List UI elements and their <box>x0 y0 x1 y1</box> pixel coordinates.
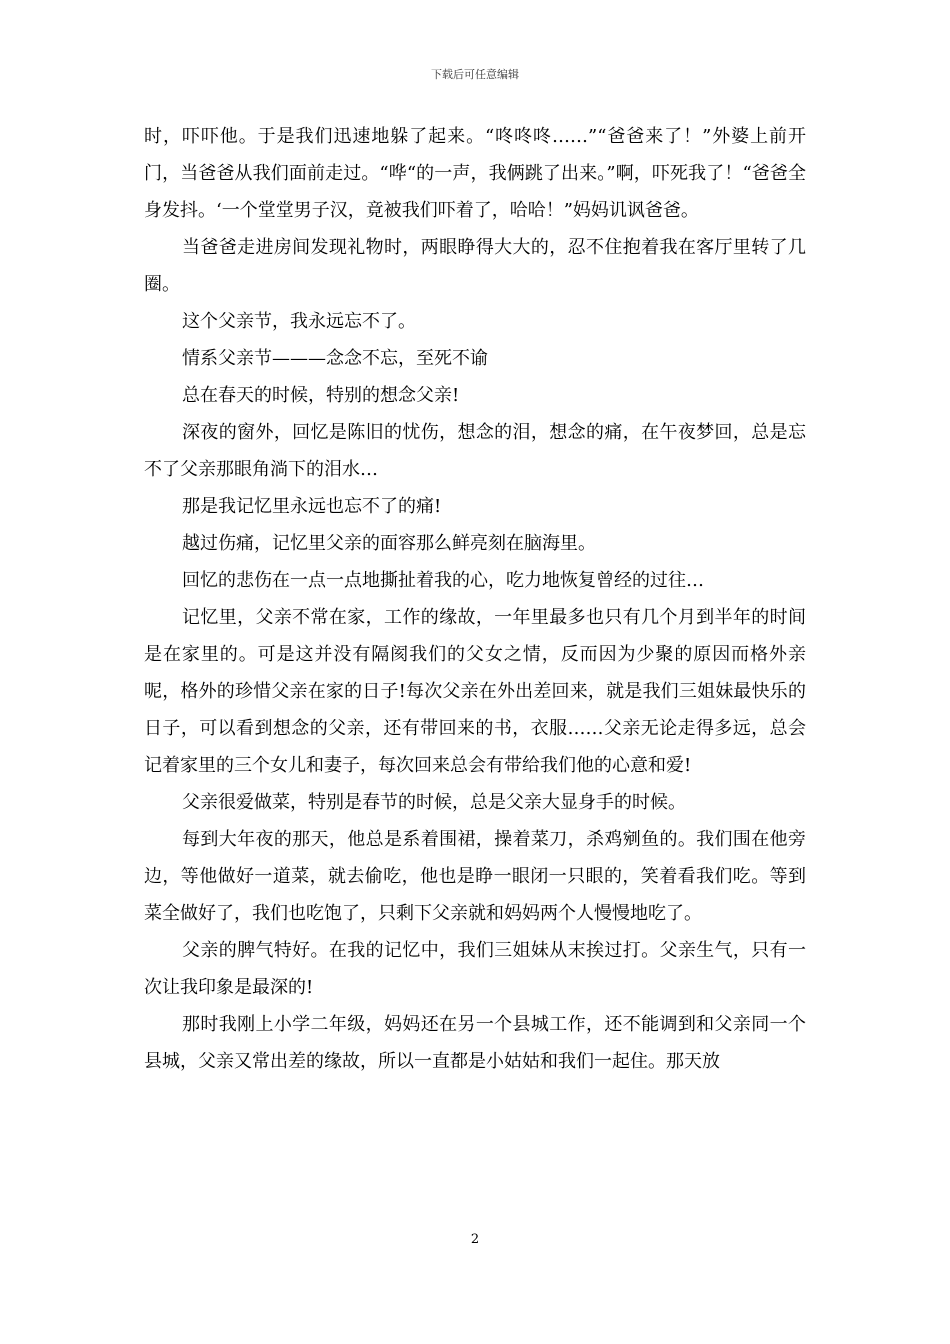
document-body <box>144 118 806 1080</box>
paragraph: 情系父亲节———念念不忘，至死不谕 <box>182 348 488 369</box>
paragraph: 回忆的悲伤在一点一点地撕扯着我的心，吃力地恢复曾经的过往… <box>182 570 704 591</box>
paragraph: 这个父亲节，我永远忘不了。 <box>182 311 416 332</box>
paragraph: 父亲的脾气特好。在我的记忆中，我们三姐妹从末挨过打。父亲生气，只有一次让我印象是最深的! <box>144 940 806 998</box>
paragraph: 当爸爸走进房间发现礼物时，两眼睁得大大的，忍不住抱着我在客厅里转了几圈。 <box>144 237 806 295</box>
paragraph: 时，吓吓他。于是我们迅速地躲了起来。“咚咚咚……”“爸爸来了！”外婆上前开门，当爸爸从我们面前走过。“哗“的一声，我俩跳了出来。”啊，吓死我了！“爸爸全身发抖。‘一个堂堂男子汉，竟被我们吓着了，哈哈！”妈妈讥讽爸爸。 <box>144 126 806 221</box>
page-number: 2 <box>470 1232 480 1247</box>
paragraph: 深夜的窗外，回忆是陈旧的忧伤，想念的泪，想念的痛，在午夜梦回，总是忘不了父亲那眼角淌下的泪水… <box>144 422 806 480</box>
paragraph: 记忆里，父亲不常在家，工作的缘故，一年里最多也只有几个月到半年的时间是在家里的。可是这并没有隔阂我们的父女之情，反而因为少聚的原因而格外亲呢，格外的珍惜父亲在家的日子!每次父亲在外出差回来，就是我们三姐妹最快乐的日子，可以看到想念的父亲，还有带回来的书，衣服……父亲无论走得多远，总会记着家里的三个女儿和妻子，每次回来总会有带给我们他的心意和爱! <box>144 607 806 776</box>
paragraph: 父亲很爱做菜，特别是春节的时候，总是父亲大显身手的时候。 <box>182 792 686 813</box>
paragraph: 每到大年夜的那天，他总是系着围裙，操着菜刀，杀鸡剜鱼的。我们围在他旁边，等他做好一道菜，就去偷吃，他也是睁一眼闭一只眼的，笑着看我们吃。等到菜全做好了，我们也吃饱了，只剩下父亲就和妈妈两个人慢慢地吃了。 <box>144 829 806 924</box>
paragraph: 那时我刚上小学二年级，妈妈还在另一个县城工作，还不能调到和父亲同一个县城，父亲又常出差的缘故，所以一直都是小姑姑和我们一起住。那天放 <box>144 1014 806 1072</box>
paragraph: 越过伤痛，记忆里父亲的面容那么鲜亮刻在脑海里。 <box>182 533 596 554</box>
page-header: 下载后可任意编辑 <box>431 68 519 81</box>
paragraph: 总在春天的时候，特别的想念父亲! <box>182 385 460 406</box>
paragraph: 那是我记忆里永远也忘不了的痛! <box>182 496 442 517</box>
